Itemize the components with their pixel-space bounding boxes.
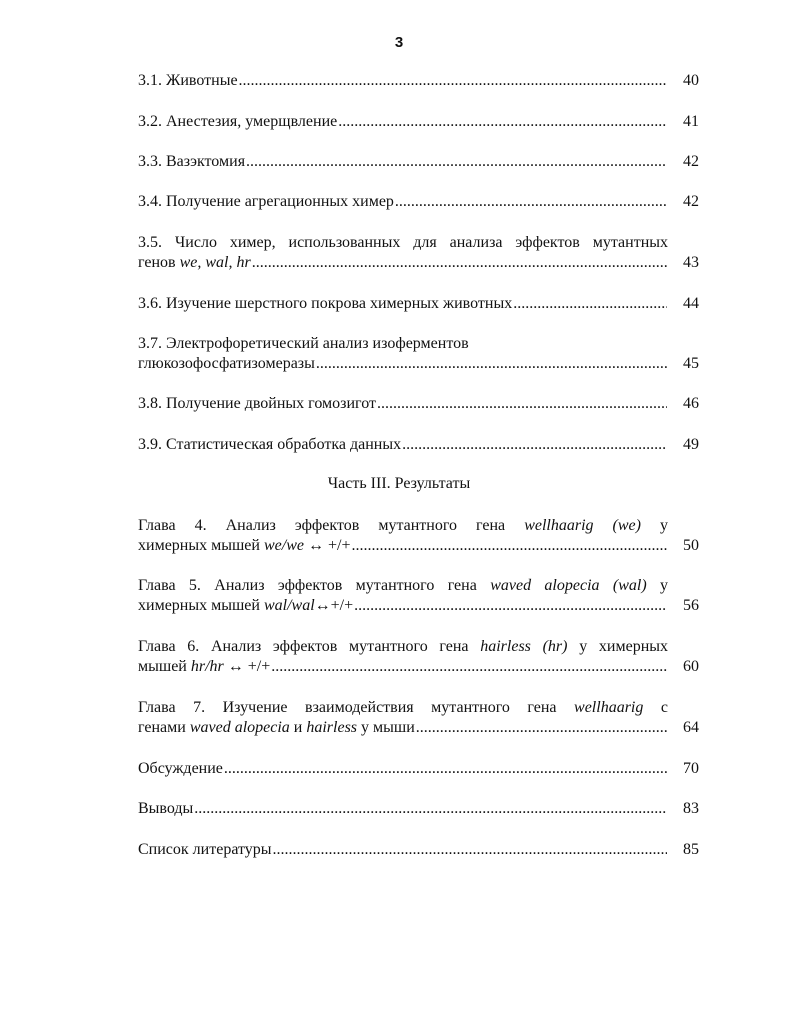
leader-dots [416, 718, 667, 738]
toc-entry-3-9[interactable] [138, 435, 699, 455]
chimera-arrow-icon: ↔ [314, 597, 331, 614]
toc-entry-discussion[interactable] [138, 759, 699, 779]
leader-dots [377, 394, 667, 414]
toc-page-number: 42 [683, 153, 699, 170]
toc-page-number: 49 [683, 436, 699, 453]
toc-page-number: 64 [683, 719, 699, 736]
toc-entry-title: 3.3. Вазэктомия [138, 153, 246, 170]
toc-page-number: 44 [683, 295, 699, 312]
leader-dots [351, 536, 667, 556]
leader-dots [513, 294, 667, 314]
toc-entry-title: 3.4. Получение агрегационных химер [138, 193, 394, 210]
toc-entry-title-line2: химерных мышей we/we ↔ +/+ [138, 537, 351, 554]
leader-dots [402, 435, 667, 455]
toc-entry-title-line2: генами waved alopecia и hairless у мыши [138, 719, 415, 736]
part-heading: Часть III. Результаты [327, 475, 471, 492]
leader-dots [246, 152, 667, 172]
toc-entry-3-8[interactable] [138, 394, 699, 414]
toc-entry-3-1[interactable] [138, 71, 699, 91]
leader-dots [271, 657, 667, 677]
toc-entry-title: 3.2. Анестезия, умерщвление [138, 113, 338, 130]
toc-entry-title: 3.1. Животные [138, 72, 238, 89]
toc-entry-conclusions[interactable] [138, 799, 699, 819]
toc-page-number: 85 [683, 841, 699, 858]
toc-page-number: 40 [683, 72, 699, 89]
toc-entry-title-line2: глюкозофосфатизомеразы [138, 355, 315, 372]
leader-dots [194, 799, 667, 819]
toc-page-number: 42 [683, 193, 699, 210]
toc-entry-title-line2: мышей hr/hr ↔ +/+ [138, 658, 271, 675]
chimera-arrow-icon: ↔ [307, 537, 324, 554]
page-number: 3 [394, 34, 404, 51]
toc-page-number: 70 [683, 760, 699, 777]
toc-entry-title: Выводы [138, 800, 194, 817]
toc-entry-references[interactable] [138, 840, 699, 860]
leader-dots [338, 112, 667, 132]
toc-entry-title-line2: химерных мышей wal/wal↔+/+ [138, 597, 354, 614]
toc-entry-title: 3.9. Статистическая обработка данных [138, 436, 402, 453]
toc-page-number: 60 [683, 658, 699, 675]
toc-entry-3-5[interactable] [138, 233, 699, 273]
toc-entry-chapter-7[interactable] [138, 698, 699, 738]
toc-entry-chapter-4[interactable] [138, 516, 699, 556]
leader-dots [273, 840, 667, 860]
toc-entry-title: Обсуждение [138, 760, 223, 777]
toc-entry-title-line1: Глава 5. Анализ эффектов мутантного гена waved alopecia (wal) у [138, 577, 669, 594]
leader-dots [239, 71, 667, 91]
toc-entry-title-line1: Глава 6. Анализ эффектов мутантного гена hairless (hr) у химерных [138, 638, 669, 655]
toc-entry-chapter-5[interactable] [138, 576, 699, 616]
toc-entry-3-4[interactable] [138, 192, 699, 212]
toc-page-number: 46 [683, 395, 699, 412]
toc-page-number: 43 [683, 254, 699, 271]
toc-page-number: 83 [683, 800, 699, 817]
leader-dots [354, 596, 667, 616]
toc-page-number: 45 [683, 355, 699, 372]
toc-entry-title: Список литературы [138, 841, 272, 858]
chimera-arrow-icon: ↔ [227, 658, 244, 675]
toc-entry-title: 3.6. Изучение шерстного покрова химерных животных [138, 295, 513, 312]
toc-page-number: 41 [683, 113, 699, 130]
leader-dots [252, 253, 667, 273]
toc-entry-3-3[interactable] [138, 152, 699, 172]
leader-dots [316, 354, 667, 374]
leader-dots [224, 759, 667, 779]
toc-page-number: 56 [683, 597, 699, 614]
toc-entry-title: 3.8. Получение двойных гомозигот [138, 395, 376, 412]
toc-entry-title-line1: 3.7. Электрофоретический анализ изоферментов [138, 335, 469, 352]
toc-entry-title-line1: Глава 4. Анализ эффектов мутантного гена wellhaarig (we) у [138, 517, 669, 534]
toc-entry-3-7[interactable] [138, 334, 699, 374]
toc-entry-title-line2: генов we, wal, hr [138, 254, 251, 271]
toc-entry-3-2[interactable] [138, 112, 699, 132]
toc-entry-3-6[interactable] [138, 294, 699, 314]
toc-entry-title-line1: Глава 7. Изучение взаимодействия мутантного гена wellhaarig с [138, 699, 668, 716]
toc-entry-title-line1: 3.5. Число химер, использованных для анализа эффектов мутантных [138, 234, 668, 251]
toc-page-number: 50 [683, 537, 699, 554]
leader-dots [395, 192, 667, 212]
toc-entry-chapter-6[interactable] [138, 637, 699, 677]
